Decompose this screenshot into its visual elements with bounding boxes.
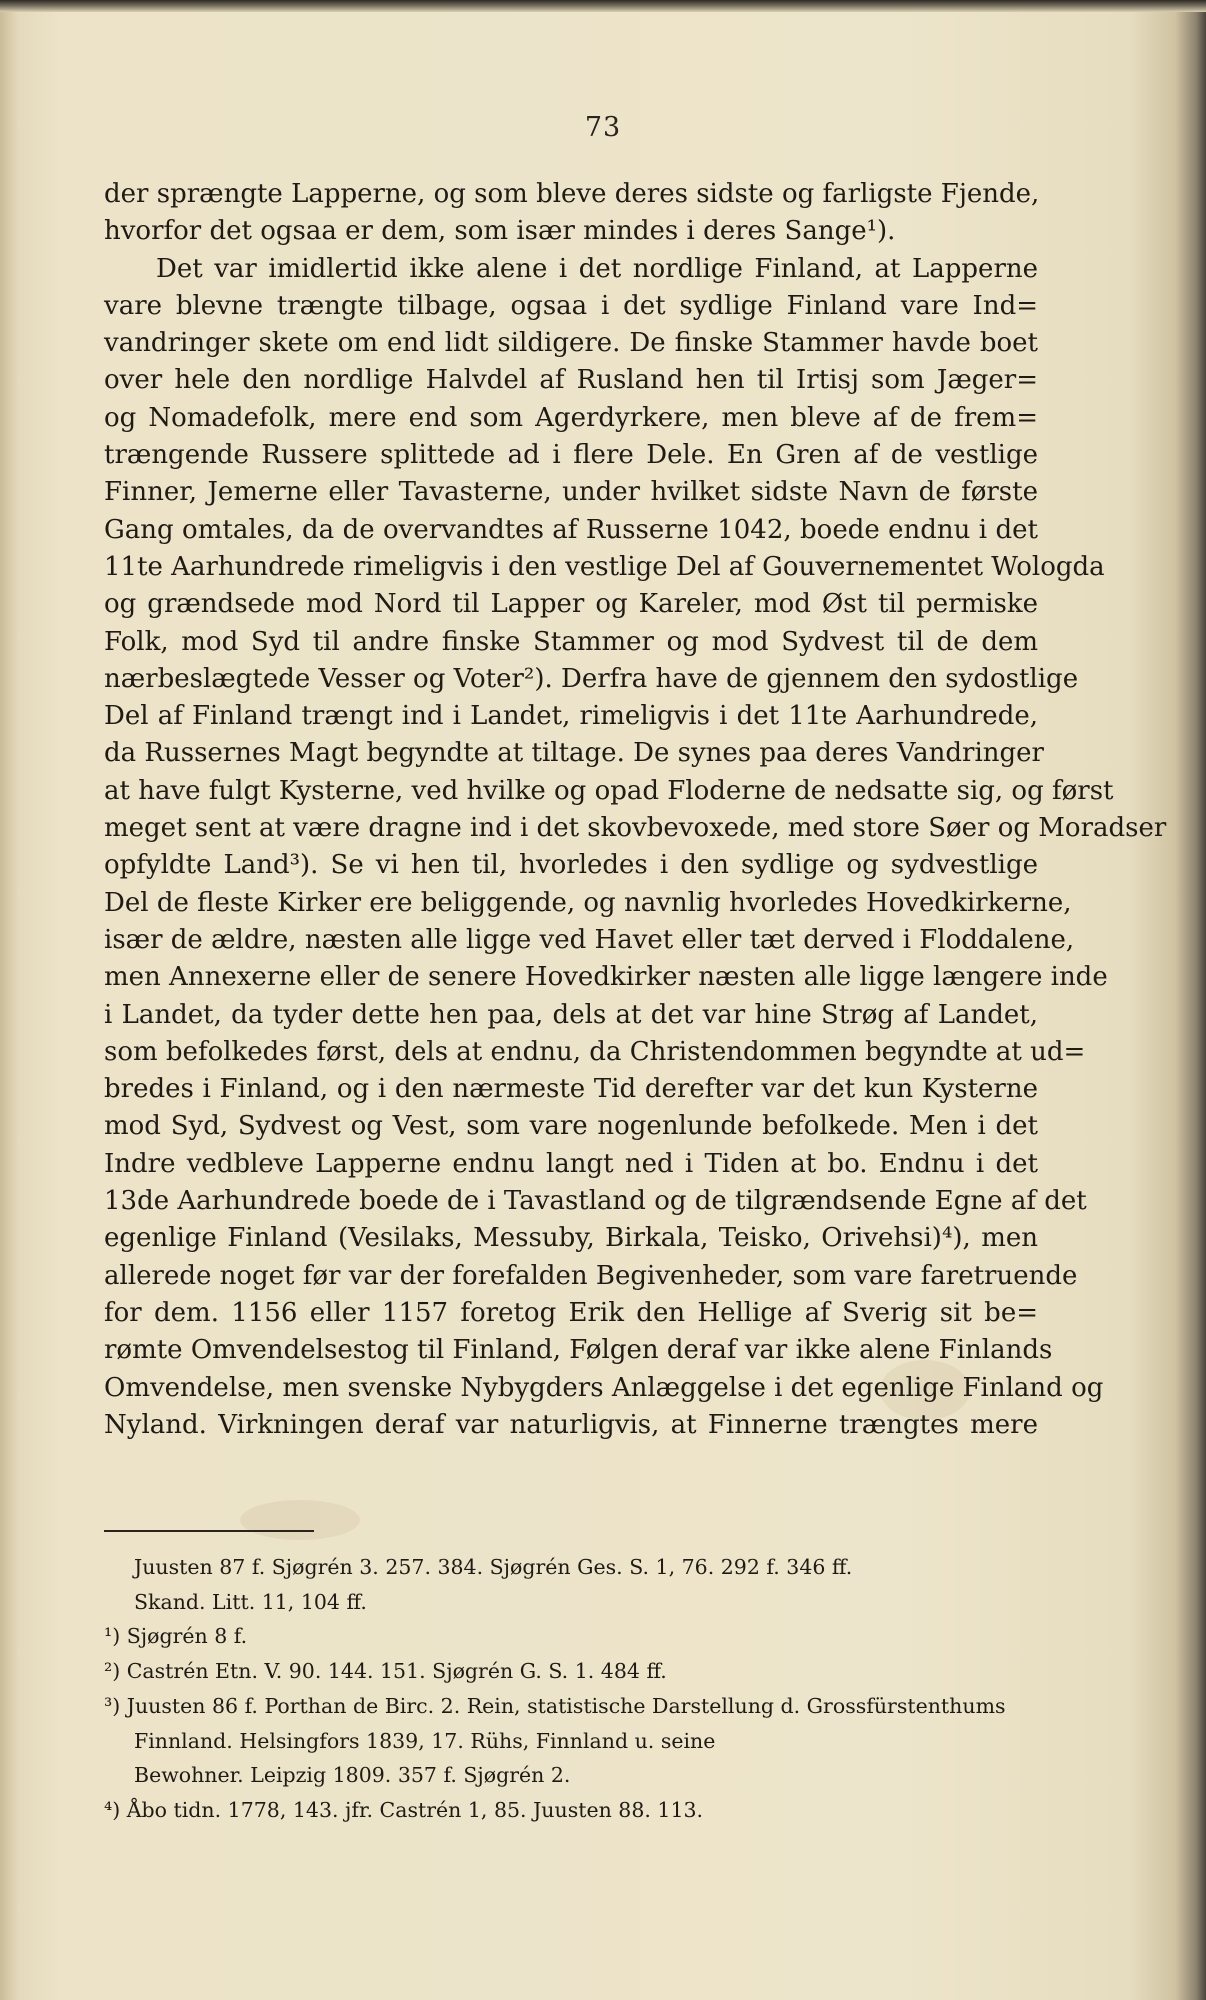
page-number: 73 xyxy=(584,112,622,143)
text-line: mod Syd, Sydvest og Vest, som vare nogenlunde befolkede. Men i det xyxy=(104,1111,1038,1142)
body-text xyxy=(104,176,1167,1444)
text-line: Gang omtales, da de overvandtes af Russerne 1042, boede endnu i det xyxy=(104,514,1038,545)
footnote-line: Skand. Litt. 11, 104 ff. xyxy=(134,1589,367,1614)
footnote: ⁴) Åbo tidn. 1778, 143. jfr. Castrén 1, 85. Juusten 88. 113. xyxy=(104,1797,704,1822)
text-line: og Nomadefolk, mere end som Agerdyrkere, men bleve af de frem= xyxy=(104,402,1038,433)
page-top-edge xyxy=(0,0,1206,12)
text-line: Det var imidlertid ikke alene i det nordlige Finland, at Lapperne xyxy=(156,253,1038,284)
text-line: at have fulgt Kysterne, ved hvilke og opad Floderne de nedsatte sig, og først xyxy=(104,775,1114,806)
text-line: der sprængte Lapperne, og som bleve deres sidste og farligste Fjende, xyxy=(104,179,1040,209)
text-line: Del de fleste Kirker ere beliggende, og navnlig hvorledes Hovedkirkerne, xyxy=(104,887,1072,918)
text-line: især de ældre, næsten alle ligge ved Havet eller tæt derved i Floddalene, xyxy=(104,924,1075,955)
footnote: ²) Castrén Etn. V. 90. 144. 151. Sjøgrén G. S. 1. 484 ff. xyxy=(104,1659,667,1684)
text-line: 11te Aarhundrede rimeligvis i den vestlige Del af Gouvernementet Wologda xyxy=(104,551,1105,582)
text-line: bredes i Finland, og i den nærmeste Tid derefter var det kun Kysterne xyxy=(104,1074,1038,1105)
text-line: hvorfor det ogsaa er dem, som især mindes i deres Sange¹). xyxy=(104,216,896,247)
text-line: meget sent at være dragne ind i det skovbevoxede, med store Søer og Moradser xyxy=(104,813,1167,844)
text-line: nærbeslægtede Vesser og Voter²). Derfra have de gjennem den sydostlige xyxy=(104,663,1079,694)
text-line: Del af Finland trængt ind i Landet, rimeligvis i det 11te Aarhundrede, xyxy=(104,701,1038,732)
text-line: men Annexerne eller de senere Hovedkirker næsten alle ligge længere inde xyxy=(104,962,1108,993)
text-line: vare blevne trængte tilbage, ogsaa i det sydlige Finland vare Ind= xyxy=(104,290,1038,321)
text-line: opfyldte Land³). Se vi hen til, hvorledes i den sydlige og sydvestlige xyxy=(104,850,1038,881)
footnote: ¹) Sjøgrén 8 f. xyxy=(104,1624,248,1649)
text-line: for dem. 1156 eller 1157 foretog Erik den Hellige af Sverig sit be= xyxy=(104,1297,1038,1328)
text-line: Nyland. Virkningen deraf var naturligvis, at Finnerne trængtes mere xyxy=(104,1409,1038,1440)
text-line: over hele den nordlige Halvdel af Rusland hen til Irtisj som Jæger= xyxy=(104,365,1038,396)
text-line: Indre vedbleve Lapperne endnu langt ned i Tiden at bo. Endnu i det xyxy=(104,1148,1038,1179)
text-line: Finner, Jemerne eller Tavasterne, under hvilket sidste Navn de første xyxy=(104,477,1038,508)
text-line: da Russernes Magt begyndte at tiltage. De synes paa deres Vandringer xyxy=(104,738,1044,769)
text-line: rømte Omvendelsestog til Finland, Følgen deraf var ikke alene Finlands xyxy=(104,1335,1053,1366)
footnote-line: Bewohner. Leipzig 1809. 357 f. Sjøgrén 2. xyxy=(134,1763,571,1788)
text-line: egenlige Finland (Vesilaks, Messuby, Birkala, Teisko, Orivehsi)⁴), men xyxy=(104,1223,1038,1254)
paper-stain xyxy=(240,1500,360,1540)
text-line: Omvendelse, men svenske Nybygders Anlæggelse i det egenlige Finland og xyxy=(104,1372,1104,1403)
footnote-separator xyxy=(104,1530,314,1532)
footnote: ³) Juusten 86 f. Porthan de Birc. 2. Rein, statistische Darstellung d. Grossfürstenthums Finnland. Helsingfors 1839, 17. Rühs, Finnland u. seine xyxy=(104,1693,1006,1753)
text-line: i Landet, da tyder dette hen paa, dels at det var hine Strøg af Landet, xyxy=(104,999,1038,1030)
text-line: vandringer skete om end lidt sildigere. De finske Stammer havde boet xyxy=(104,328,1038,359)
text-line: trængende Russere splittede ad i flere Dele. En Gren af de vestlige xyxy=(104,440,1038,471)
text-line: Folk, mod Syd til andre finske Stammer og mod Sydvest til de dem xyxy=(104,626,1038,657)
text-line: som befolkedes først, dels at endnu, da Christendommen begyndte at ud= xyxy=(104,1036,1086,1067)
footnote-line: Juusten 87 f. Sjøgrén 3. 257. 384. Sjøgrén Ges. S. 1, 76. 292 f. 346 ff. xyxy=(134,1555,853,1579)
text-line: og grændsede mod Nord til Lapper og Kareler, mod Øst til permiske xyxy=(104,589,1038,620)
text-line: allerede noget før var der forefalden Begivenheder, som vare faretruende xyxy=(104,1260,1078,1291)
footnotes xyxy=(104,1550,1038,1828)
text-line: 13de Aarhundrede boede de i Tavastland og de tilgrændsende Egne af det xyxy=(104,1186,1087,1217)
